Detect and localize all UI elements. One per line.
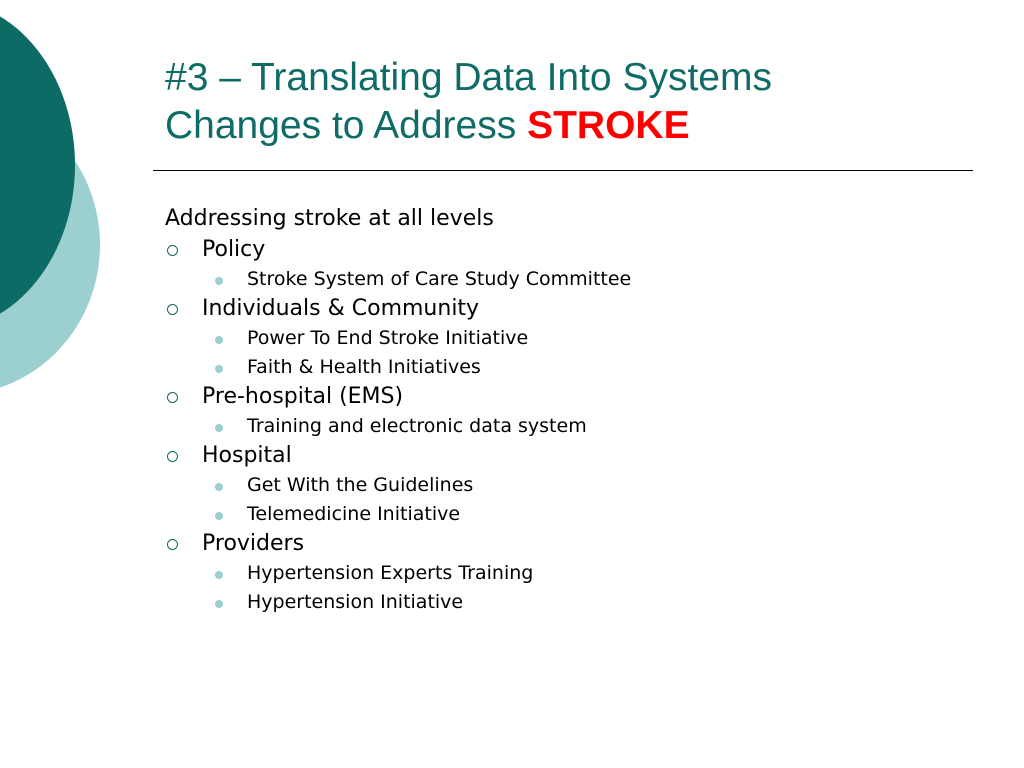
section-label: Pre-hospital (EMS) — [202, 384, 404, 409]
list-item — [165, 588, 1005, 617]
list-item — [165, 265, 1005, 294]
list-item — [165, 412, 1005, 441]
section-heading — [165, 382, 1005, 412]
dot-bullet-icon — [215, 277, 223, 285]
title-divider — [153, 170, 973, 171]
dot-bullet-icon — [215, 571, 223, 579]
title-accent: STROKE — [527, 104, 690, 147]
section-heading — [165, 294, 1005, 324]
section-individuals-community — [165, 294, 1005, 382]
list-item-text: Training and electronic data system — [247, 415, 587, 437]
list-item — [165, 500, 1005, 529]
title-line-2 — [165, 102, 985, 150]
section-heading — [165, 441, 1005, 471]
list-item-text: Power To End Stroke Initiative — [247, 327, 529, 349]
slide-title — [165, 54, 985, 150]
slide-body — [165, 203, 1005, 617]
dot-bullet-icon — [215, 600, 223, 608]
list-item-text: Stroke System of Care Study Committee — [247, 268, 632, 290]
list-item-text: Get With the Guidelines — [247, 474, 474, 496]
section-providers — [165, 529, 1005, 617]
section-label: Hospital — [202, 443, 292, 468]
dot-bullet-icon — [215, 336, 223, 344]
list-item-text: Hypertension Experts Training — [247, 562, 534, 584]
section-heading — [165, 529, 1005, 559]
title-line-2-text: Changes to Address — [165, 104, 528, 147]
ring-bullet-icon — [167, 392, 178, 403]
intro-text: Addressing stroke at all levels — [165, 206, 494, 231]
list-item-text: Faith & Health Initiatives — [247, 356, 481, 378]
dot-bullet-icon — [215, 483, 223, 491]
ring-bullet-icon — [167, 539, 178, 550]
section-label: Providers — [202, 531, 305, 556]
list-item — [165, 559, 1005, 588]
section-label: Individuals & Community — [202, 296, 480, 321]
list-item — [165, 324, 1005, 353]
list-item — [165, 471, 1005, 500]
dot-bullet-icon — [215, 512, 223, 520]
dot-bullet-icon — [215, 424, 223, 432]
list-item-text: Telemedicine Initiative — [247, 503, 461, 525]
section-label: Policy — [202, 237, 266, 262]
dot-bullet-icon — [215, 365, 223, 373]
section-policy — [165, 235, 1005, 294]
list-item — [165, 353, 1005, 382]
title-line-1: #3 – Translating Data Into Systems — [165, 56, 772, 99]
section-hospital — [165, 441, 1005, 529]
section-pre-hospital — [165, 382, 1005, 441]
ring-bullet-icon — [167, 304, 178, 315]
ring-bullet-icon — [167, 245, 178, 256]
ring-bullet-icon — [167, 451, 178, 462]
section-heading — [165, 235, 1005, 265]
list-item-text: Hypertension Initiative — [247, 591, 464, 613]
